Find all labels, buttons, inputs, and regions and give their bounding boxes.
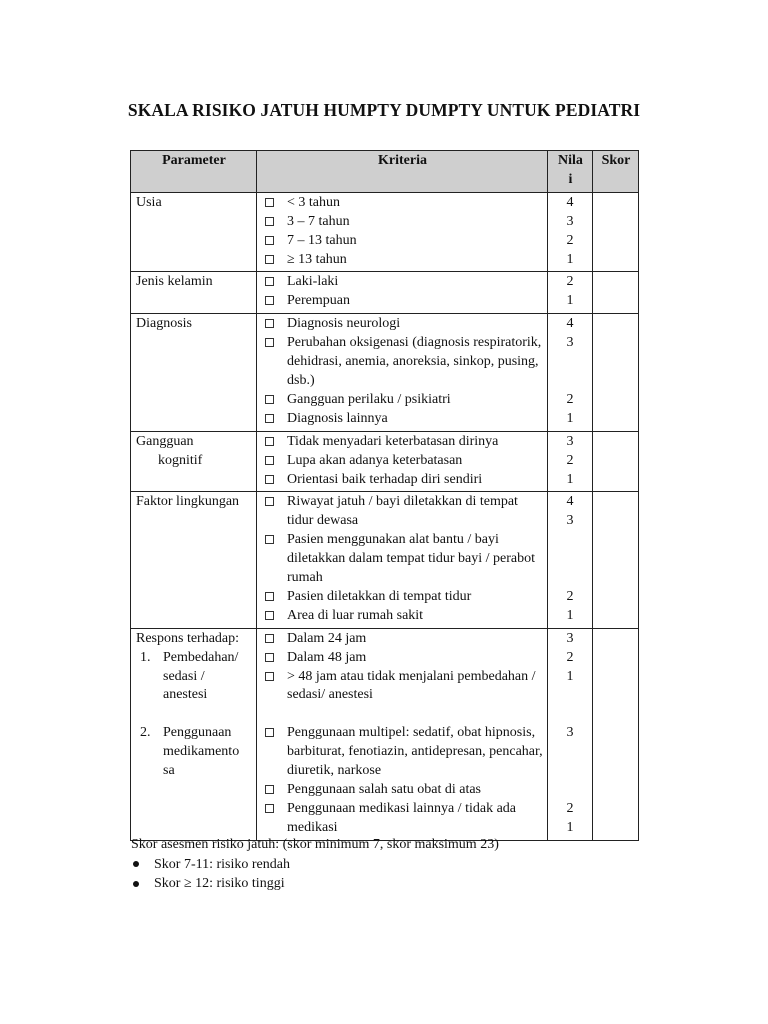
- table-row-diagnosis: [131, 314, 639, 431]
- value-cell: 4 3 2 1: [548, 492, 593, 628]
- checkbox-icon[interactable]: [265, 198, 274, 207]
- checkbox-icon[interactable]: [265, 296, 274, 305]
- list-item: Skor 7-11: risiko rendah: [131, 855, 499, 875]
- parameter-cell: Gangguan kognitif: [131, 431, 257, 492]
- checkbox-icon[interactable]: [265, 804, 274, 813]
- criteria-cell: [257, 492, 548, 628]
- criterion-item: Lupa akan adanya keterbatasan: [262, 452, 543, 471]
- criterion-item: < 3 tahun: [262, 194, 543, 213]
- sub-item-1: 1. Pembedahan/ sedasi / anestesi: [140, 649, 239, 703]
- criterion-item: Pasien menggunakan alat bantu / bayi diletakkan dalam tempat tidur bayi / perabot rumah: [262, 531, 543, 588]
- checkbox-icon[interactable]: [265, 395, 274, 404]
- parameter-cell: Faktor lingkungan: [131, 492, 257, 628]
- parameter-cell: Jenis kelamin: [131, 272, 257, 314]
- criterion-item: Laki-laki: [262, 273, 543, 292]
- checkbox-icon[interactable]: [265, 611, 274, 620]
- criterion-item: Diagnosis neurologi: [262, 315, 543, 334]
- bullet-icon: [133, 881, 139, 887]
- criterion-item: 3 – 7 tahun: [262, 213, 543, 232]
- header-parameter: Parameter: [131, 151, 257, 193]
- checkbox-icon[interactable]: [265, 319, 274, 328]
- checkbox-icon[interactable]: [265, 497, 274, 506]
- checkbox-icon[interactable]: [265, 592, 274, 601]
- criterion-item: Penggunaan multipel: sedatif, obat hipnosis, barbiturat, fenotiazin, antidepresan, pencahar, diuretik, narkose: [262, 724, 543, 781]
- bullet-icon: [133, 861, 139, 867]
- parameter-cell: Diagnosis: [131, 314, 257, 431]
- criterion-item: Perubahan oksigenasi (diagnosis respiratorik, dehidrasi, anemia, anoreksia, sinkop, pusing, dsb.): [262, 334, 543, 391]
- score-note-line: Skor asesmen risiko jatuh: (skor minimum 7, skor maksimum 23): [131, 837, 499, 852]
- criterion-item: Orientasi baik terhadap diri sendiri: [262, 471, 543, 490]
- criterion-item: Diagnosis lainnya: [262, 410, 543, 429]
- checkbox-icon[interactable]: [265, 728, 274, 737]
- table-header-row: [131, 151, 639, 193]
- table-row-respons: [131, 628, 639, 840]
- checkbox-icon[interactable]: [265, 236, 274, 245]
- criteria-cell: [257, 628, 548, 840]
- checkbox-icon[interactable]: [265, 414, 274, 423]
- score-cell[interactable]: [593, 628, 639, 840]
- score-cell[interactable]: [593, 314, 639, 431]
- value-cell: 3 2 1: [548, 431, 593, 492]
- list-item: Skor ≥ 12: risiko tinggi: [131, 874, 499, 894]
- checkbox-icon[interactable]: [265, 653, 274, 662]
- table-row-faktor-lingkungan: [131, 492, 639, 628]
- score-notes: [131, 835, 499, 894]
- checkbox-icon[interactable]: [265, 672, 274, 681]
- criteria-cell: [257, 431, 548, 492]
- checkbox-icon[interactable]: [265, 456, 274, 465]
- criterion-item: Area di luar rumah sakit: [262, 607, 543, 626]
- criterion-item: Penggunaan medikasi lainnya / tidak ada medikasi: [262, 800, 543, 838]
- criterion-item: Penggunaan salah satu obat di atas: [262, 781, 543, 800]
- value-cell: 3 2 1 3 2 1: [548, 628, 593, 840]
- criterion-item: 7 – 13 tahun: [262, 232, 543, 251]
- value-cell: 4 3 2 1: [548, 314, 593, 431]
- value-cell: 4 3 2 1: [548, 192, 593, 272]
- checkbox-icon[interactable]: [265, 255, 274, 264]
- score-cell[interactable]: [593, 431, 639, 492]
- checkbox-icon[interactable]: [265, 475, 274, 484]
- checkbox-icon[interactable]: [265, 535, 274, 544]
- score-cell[interactable]: [593, 192, 639, 272]
- checkbox-icon[interactable]: [265, 277, 274, 286]
- checkbox-icon[interactable]: [265, 217, 274, 226]
- criterion-item: Dalam 24 jam: [262, 630, 543, 649]
- criterion-item: Pasien diletakkan di tempat tidur: [262, 588, 543, 607]
- criteria-cell: [257, 272, 548, 314]
- criterion-item: Perempuan: [262, 292, 543, 311]
- header-kriteria: Kriteria: [257, 151, 548, 193]
- criterion-item: Gangguan perilaku / psikiatri: [262, 391, 543, 410]
- checkbox-icon[interactable]: [265, 338, 274, 347]
- header-nilai: Nila i: [548, 151, 593, 193]
- checkbox-icon[interactable]: [265, 437, 274, 446]
- checkbox-icon[interactable]: [265, 785, 274, 794]
- table-row-usia: [131, 192, 639, 272]
- table-row-gangguan-kognitif: [131, 431, 639, 492]
- criteria-cell: [257, 314, 548, 431]
- score-cell[interactable]: [593, 492, 639, 628]
- criterion-item: > 48 jam atau tidak menjalani pembedahan / sedasi/ anestesi: [262, 668, 543, 706]
- header-skor: Skor: [593, 151, 639, 193]
- criterion-item: Dalam 48 jam: [262, 649, 543, 668]
- criterion-item: Riwayat jatuh / bayi diletakkan di tempat tidur dewasa: [262, 493, 543, 531]
- risk-scale-table: [130, 150, 639, 841]
- value-cell: 2 1: [548, 272, 593, 314]
- score-cell[interactable]: [593, 272, 639, 314]
- criteria-cell: [257, 192, 548, 272]
- parameter-cell: Respons terhadap: 1. Pembedahan/ sedasi / anestesi 2. Penggunaan medikamento sa: [131, 628, 257, 840]
- criterion-item: Tidak menyadari keterbatasan dirinya: [262, 433, 543, 452]
- checkbox-icon[interactable]: [265, 634, 274, 643]
- table-row-jenis-kelamin: [131, 272, 639, 314]
- criterion-item: ≥ 13 tahun: [262, 251, 543, 270]
- parameter-cell: Usia: [131, 192, 257, 272]
- sub-item-2: 2. Penggunaan medikamento sa: [140, 725, 240, 779]
- document-title: SKALA RISIKO JATUH HUMPTY DUMPTY UNTUK PEDIATRI: [127, 100, 641, 120]
